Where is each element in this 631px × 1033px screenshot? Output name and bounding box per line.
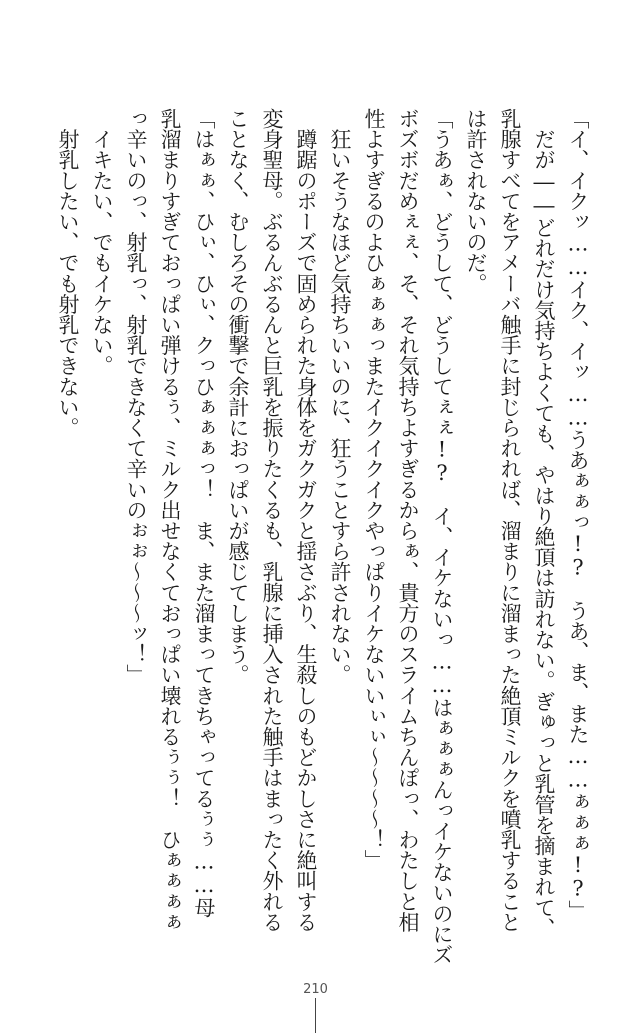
text-line-13: 乳溜まりすぎておっぱい弾けるぅ、ミルク出せなくておっぱい壊れるぅぅ！ ひぁぁぁぁ — [158, 108, 182, 933]
text-line-15: イキたい、でもイケない。 — [90, 108, 114, 376]
text-line-10: 変身聖母。ぶるんぶるんと巨乳を振りたくるも、乳腺に挿入された触手はまったく外れる — [260, 108, 284, 933]
text-line-11: ことなく、むしろその衝撃で余計におっぱいが感じてしまう。 — [226, 108, 250, 685]
text-line-7: 性よすぎるのよひぁぁぁっまたイクイクイクやっぱりイケないいぃぃ～～～～！」 — [362, 108, 386, 871]
text-line-12: 「はぁぁ、ひぃ、ひぃ、クっひぁぁぁっ！ ま、また溜まってきちゃってるぅぅ……母 — [192, 108, 216, 918]
text-line-6: ボズボだめぇぇ、そ、それ気持ちよすぎるからぁ、貴方のスライムちんぽっ、わたしと相 — [396, 108, 420, 933]
page-number: 210 — [303, 982, 328, 997]
text-line-4: は許されないのだ。 — [464, 108, 488, 294]
text-line-9: 蹲踞のポーズで固められた身体をガクガクと揺さぶり、生殺しのもどかしさに絶叫する — [294, 108, 318, 933]
text-line-8: 狂いそうなほど気持ちいいのに、狂うことすら許されない。 — [328, 108, 352, 685]
text-line-1: 「イ、イクッ……イク、イッ……うあぁぁっ!? うあ、ま、また……ぁぁぁ!?」 — [566, 108, 590, 921]
text-line-3: 乳腺すべてをアメーバ触手に封じられれば、溜まりに溜まった絶頂ミルクを噴乳すること — [498, 108, 522, 933]
text-line-2: だが――どれだけ気持ちよくても、やはり絶頂は訪れない。ぎゅっと乳管を摘まれて、 — [532, 108, 556, 939]
text-line-5: 「うあぁ、どうして、どうしてぇぇ!? イ、イケないっ……はぁぁぁんっイケないのにズ — [430, 108, 454, 965]
text-line-14: っ辛いのっ、射乳っ、射乳できなくて辛いのぉぉ～～～ッ！」 — [124, 108, 148, 685]
page-rule — [315, 998, 316, 1033]
text-line-16: 射乳したい、でも射乳できない。 — [56, 108, 80, 438]
